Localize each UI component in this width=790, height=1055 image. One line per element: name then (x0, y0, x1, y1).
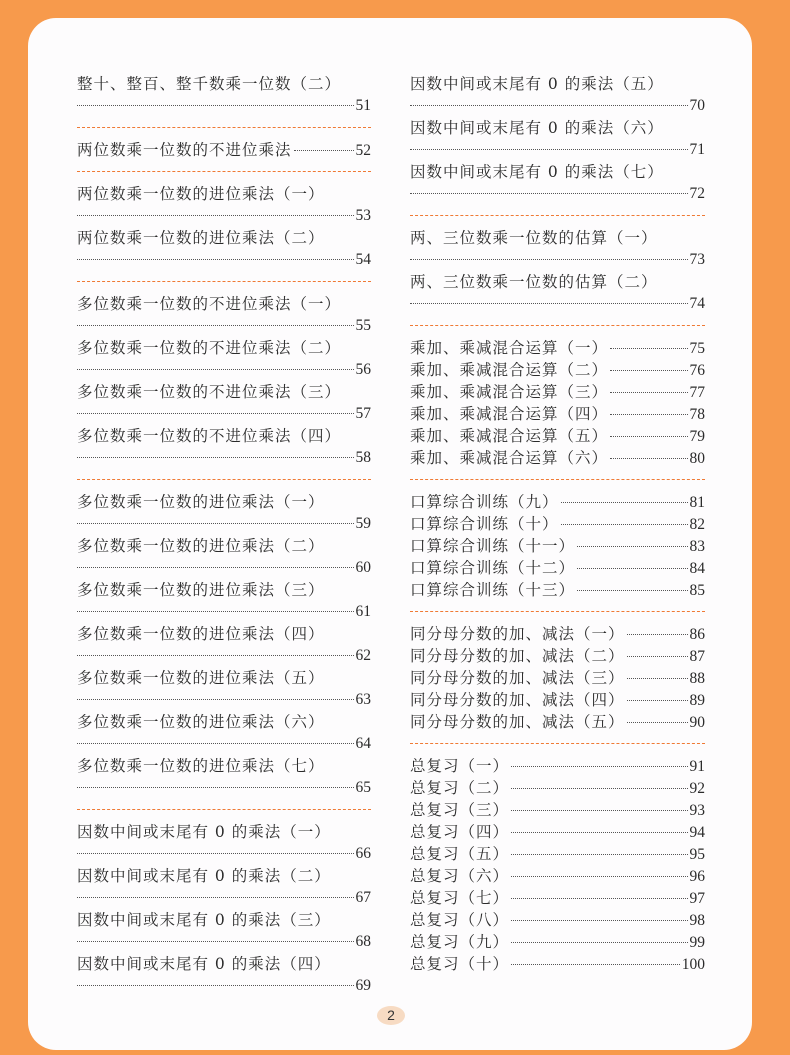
toc-entry[interactable] (77, 293, 371, 337)
entry-page-number: 51 (355, 97, 371, 114)
entry-page-number: 84 (689, 560, 705, 577)
entry-page-number: 80 (689, 450, 705, 467)
entry-page-number: 79 (689, 428, 705, 445)
section-divider (410, 469, 705, 491)
toc-entry[interactable] (77, 711, 371, 755)
entry-title-line (77, 667, 371, 689)
entry-line (410, 623, 705, 645)
entry-title: 多位数乘一位数的进位乘法（四） (77, 625, 325, 643)
dot-leader (627, 634, 688, 635)
entry-line (410, 359, 705, 381)
entry-page-number: 54 (355, 251, 371, 268)
dot-leader (610, 392, 687, 393)
entry-page-number: 97 (689, 890, 705, 907)
dot-leader (410, 149, 688, 150)
dot-leader (627, 678, 688, 679)
dot-leader (77, 567, 354, 568)
entry-page-number: 55 (355, 317, 371, 334)
dot-leader (610, 436, 687, 437)
entry-leader-line (77, 359, 371, 381)
entry-title-line (77, 711, 371, 733)
dot-leader (77, 611, 354, 612)
toc-entry[interactable] (77, 425, 371, 469)
entry-line (410, 799, 705, 821)
dot-leader (77, 215, 354, 216)
toc-entry[interactable] (77, 183, 371, 227)
entry-title: 因数中间或末尾有 0 的乘法（五） (410, 75, 664, 93)
entry-title-line (77, 183, 371, 205)
entry-title: 两、三位数乘一位数的估算（一） (410, 229, 658, 247)
dot-leader (77, 787, 354, 788)
toc-entry[interactable] (410, 755, 705, 777)
entry-line (410, 865, 705, 887)
entry-title-line (77, 953, 371, 975)
dot-leader (77, 985, 354, 986)
entry-page-number: 75 (689, 340, 705, 357)
entry-leader-line (410, 139, 705, 161)
dot-leader (511, 832, 687, 833)
entry-title: 口算综合训练（十） (410, 515, 559, 533)
toc-entry[interactable] (410, 73, 705, 117)
entry-leader-line (77, 777, 371, 799)
entry-title-line (77, 381, 371, 403)
toc-entry[interactable] (77, 623, 371, 667)
entry-page-number: 98 (689, 912, 705, 929)
entry-title: 总复习（三） (410, 801, 510, 819)
entry-leader-line (77, 447, 371, 469)
entry-page-number: 59 (355, 515, 371, 532)
entry-title: 同分母分数的加、减法（四） (410, 691, 625, 709)
dot-leader (77, 413, 354, 414)
entry-page-number: 96 (689, 868, 705, 885)
entry-page-number: 60 (355, 559, 371, 576)
entry-title: 同分母分数的加、减法（五） (410, 713, 625, 731)
toc-entry[interactable] (410, 161, 705, 205)
toc-entry[interactable] (410, 711, 705, 733)
entry-title: 乘加、乘减混合运算（一） (410, 339, 609, 357)
entry-title-line (77, 821, 371, 843)
entry-line (410, 425, 705, 447)
entry-title-line (77, 337, 371, 359)
entry-leader-line (77, 205, 371, 227)
entry-leader-line (77, 557, 371, 579)
dot-leader (511, 810, 687, 811)
entry-title-line (77, 623, 371, 645)
entry-page-number: 67 (355, 889, 371, 906)
entry-title: 总复习（四） (410, 823, 510, 841)
entry-page-number: 53 (355, 207, 371, 224)
toc-entry[interactable] (410, 953, 705, 975)
toc-entry[interactable] (410, 535, 705, 557)
entry-page-number: 62 (355, 647, 371, 664)
entry-line (410, 821, 705, 843)
section-divider (77, 799, 371, 821)
toc-entry[interactable] (410, 799, 705, 821)
entry-page-number: 66 (355, 845, 371, 862)
toc-entry[interactable] (410, 909, 705, 931)
toc-entry[interactable] (410, 513, 705, 535)
dot-leader (410, 193, 688, 194)
entry-title: 总复习（九） (410, 933, 510, 951)
toc-entry[interactable] (77, 491, 371, 535)
section-divider (77, 161, 371, 183)
toc-column-right (410, 73, 705, 975)
entry-page-number: 74 (689, 295, 705, 312)
dot-leader (77, 941, 354, 942)
entry-page-number: 72 (689, 185, 705, 202)
dot-leader (77, 897, 354, 898)
dot-leader (77, 325, 354, 326)
entry-page-number: 73 (689, 251, 705, 268)
entry-title: 总复习（八） (410, 911, 510, 929)
dot-leader (610, 414, 687, 415)
toc-entry[interactable] (77, 755, 371, 799)
entry-page-number: 86 (689, 626, 705, 643)
entry-line (410, 337, 705, 359)
dot-leader (577, 568, 687, 569)
entry-title-line (77, 535, 371, 557)
toc-entry[interactable] (77, 381, 371, 425)
entry-line (410, 931, 705, 953)
entry-line (410, 887, 705, 909)
toc-entry[interactable] (410, 821, 705, 843)
toc-entry[interactable] (410, 623, 705, 645)
entry-page-number: 83 (689, 538, 705, 555)
dot-leader (77, 853, 354, 854)
entry-page-number: 92 (689, 780, 705, 797)
entry-title-line (77, 73, 371, 95)
entry-page-number: 71 (689, 141, 705, 158)
dot-leader (410, 303, 688, 304)
entry-leader-line (77, 733, 371, 755)
entry-leader-line (77, 249, 371, 271)
entry-leader-line (77, 95, 371, 117)
toc-entry[interactable] (410, 227, 705, 271)
toc-entry[interactable] (410, 579, 705, 601)
entry-title-line (410, 161, 705, 183)
entry-line (410, 689, 705, 711)
entry-leader-line (410, 293, 705, 315)
toc-entry[interactable] (77, 73, 371, 117)
entry-title: 乘加、乘减混合运算（四） (410, 405, 609, 423)
entry-page-number: 63 (355, 691, 371, 708)
entry-page-number: 81 (689, 494, 705, 511)
entry-title: 总复习（二） (410, 779, 510, 797)
toc-entry[interactable] (77, 865, 371, 909)
entry-page-number: 56 (355, 361, 371, 378)
entry-leader-line (77, 931, 371, 953)
entry-title: 多位数乘一位数的不进位乘法（二） (77, 339, 342, 357)
entry-title: 因数中间或末尾有 0 的乘法（三） (77, 911, 331, 929)
dot-leader (511, 964, 680, 965)
dot-leader (561, 524, 688, 525)
toc-entry[interactable] (77, 909, 371, 953)
entry-title: 两位数乘一位数的进位乘法（二） (77, 229, 325, 247)
entry-title: 因数中间或末尾有 0 的乘法（一） (77, 823, 331, 841)
entry-page-number: 94 (689, 824, 705, 841)
toc-entry[interactable] (77, 535, 371, 579)
entry-title: 两位数乘一位数的不进位乘法 (77, 141, 292, 159)
toc-entry[interactable] (410, 865, 705, 887)
entry-title: 乘加、乘减混合运算（五） (410, 427, 609, 445)
entry-title-line (77, 755, 371, 777)
toc-entry[interactable] (410, 117, 705, 161)
dot-leader (610, 348, 687, 349)
entry-title: 口算综合训练（十二） (410, 559, 576, 577)
dot-leader (577, 546, 687, 547)
dot-leader (511, 942, 687, 943)
entry-page-number: 82 (689, 516, 705, 533)
entry-title-line (410, 117, 705, 139)
dot-leader (627, 656, 688, 657)
entry-title-line (410, 271, 705, 293)
entry-page-number: 91 (689, 758, 705, 775)
dot-leader (77, 743, 354, 744)
toc-entry[interactable] (77, 337, 371, 381)
entry-page-number: 89 (689, 692, 705, 709)
toc-entry[interactable] (410, 359, 705, 381)
entry-leader-line (77, 315, 371, 337)
entry-title: 多位数乘一位数的进位乘法（二） (77, 537, 325, 555)
entry-title: 乘加、乘减混合运算（六） (410, 449, 609, 467)
entry-title: 多位数乘一位数的进位乘法（六） (77, 713, 325, 731)
entry-title: 总复习（六） (410, 867, 510, 885)
entry-title: 两、三位数乘一位数的估算（二） (410, 273, 658, 291)
entry-leader-line (77, 513, 371, 535)
entry-page-number: 88 (689, 670, 705, 687)
entry-line (410, 535, 705, 557)
dot-leader (511, 920, 687, 921)
section-divider (410, 205, 705, 227)
entry-line (410, 579, 705, 601)
dot-leader (77, 369, 354, 370)
entry-title: 因数中间或末尾有 0 的乘法（七） (410, 163, 664, 181)
entry-line (410, 381, 705, 403)
entry-title-line (77, 491, 371, 513)
dot-leader (77, 105, 354, 106)
entry-line (410, 645, 705, 667)
entry-leader-line (410, 95, 705, 117)
entry-title: 多位数乘一位数的进位乘法（五） (77, 669, 325, 687)
entry-line (410, 755, 705, 777)
entry-line (410, 777, 705, 799)
entry-title: 口算综合训练（九） (410, 493, 559, 511)
toc-entry[interactable] (410, 271, 705, 315)
section-divider (410, 733, 705, 755)
dot-leader (294, 150, 354, 151)
toc-column-left (77, 73, 371, 997)
entry-title: 因数中间或末尾有 0 的乘法（二） (77, 867, 331, 885)
entry-title: 乘加、乘减混合运算（三） (410, 383, 609, 401)
entry-leader-line (410, 249, 705, 271)
entry-page-number: 64 (355, 735, 371, 752)
entry-title: 总复习（十） (410, 955, 510, 973)
dot-leader (610, 458, 687, 459)
toc-entry[interactable] (77, 821, 371, 865)
entry-title: 总复习（七） (410, 889, 510, 907)
entry-leader-line (77, 887, 371, 909)
section-divider (410, 601, 705, 623)
entry-title: 多位数乘一位数的进位乘法（三） (77, 581, 325, 599)
entry-title: 总复习（一） (410, 757, 510, 775)
entry-title: 因数中间或末尾有 0 的乘法（四） (77, 955, 331, 973)
entry-line (410, 953, 705, 975)
entry-line (410, 909, 705, 931)
dot-leader (77, 655, 354, 656)
entry-leader-line (410, 183, 705, 205)
entry-title: 多位数乘一位数的不进位乘法（四） (77, 427, 342, 445)
entry-title-line (77, 227, 371, 249)
entry-title-line (77, 293, 371, 315)
toc-entry[interactable] (77, 139, 371, 161)
dot-leader (410, 105, 688, 106)
entry-line (410, 447, 705, 469)
entry-line (410, 667, 705, 689)
dot-leader (627, 700, 688, 701)
toc-entry[interactable] (410, 557, 705, 579)
toc-entry[interactable] (410, 689, 705, 711)
entry-page-number: 100 (681, 956, 705, 973)
section-divider (410, 315, 705, 337)
toc-entry[interactable] (410, 645, 705, 667)
dot-leader (561, 502, 688, 503)
dot-leader (511, 788, 687, 789)
entry-page-number: 95 (689, 846, 705, 863)
entry-title: 多位数乘一位数的进位乘法（一） (77, 493, 325, 511)
entry-page-number: 93 (689, 802, 705, 819)
entry-page-number: 69 (355, 977, 371, 994)
entry-page-number: 90 (689, 714, 705, 731)
toc-entry[interactable] (77, 953, 371, 997)
dot-leader (77, 699, 354, 700)
toc-entry[interactable] (410, 777, 705, 799)
section-divider (77, 271, 371, 293)
entry-title: 多位数乘一位数的进位乘法（七） (77, 757, 325, 775)
dot-leader (511, 876, 687, 877)
entry-leader-line (77, 843, 371, 865)
entry-line (410, 843, 705, 865)
dot-leader (77, 457, 354, 458)
entry-page-number: 65 (355, 779, 371, 796)
toc-entry[interactable] (410, 425, 705, 447)
toc-entry[interactable] (410, 403, 705, 425)
entry-title: 多位数乘一位数的不进位乘法（一） (77, 295, 342, 313)
entry-line (77, 139, 371, 161)
dot-leader (77, 259, 354, 260)
toc-entry[interactable] (410, 887, 705, 909)
toc-entry[interactable] (77, 667, 371, 711)
entry-page-number: 57 (355, 405, 371, 422)
entry-title: 因数中间或末尾有 0 的乘法（六） (410, 119, 664, 137)
toc-entry[interactable] (77, 579, 371, 623)
entry-title: 整十、整百、整千数乘一位数（二） (77, 75, 342, 93)
toc-entry[interactable] (410, 337, 705, 359)
entry-title: 多位数乘一位数的不进位乘法（三） (77, 383, 342, 401)
entry-title-line (77, 909, 371, 931)
toc-entry[interactable] (410, 447, 705, 469)
entry-title: 同分母分数的加、减法（二） (410, 647, 625, 665)
entry-title: 总复习（五） (410, 845, 510, 863)
entry-line (410, 513, 705, 535)
dot-leader (511, 898, 687, 899)
entry-page-number: 99 (689, 934, 705, 951)
toc-entry[interactable] (77, 227, 371, 271)
entry-page-number: 61 (355, 603, 371, 620)
entry-line (410, 557, 705, 579)
entry-title: 同分母分数的加、减法（三） (410, 669, 625, 687)
toc-entry[interactable] (410, 931, 705, 953)
entry-page-number: 68 (355, 933, 371, 950)
entry-page-number: 85 (689, 582, 705, 599)
page-number-badge: 2 (377, 1006, 405, 1025)
entry-line (410, 711, 705, 733)
entry-leader-line (77, 601, 371, 623)
dot-leader (610, 370, 687, 371)
entry-title: 同分母分数的加、减法（一） (410, 625, 625, 643)
entry-title: 口算综合训练（十一） (410, 537, 576, 555)
dot-leader (77, 523, 354, 524)
entry-title: 两位数乘一位数的进位乘法（一） (77, 185, 325, 203)
dot-leader (627, 722, 688, 723)
entry-page-number: 52 (355, 142, 371, 159)
dot-leader (577, 590, 687, 591)
entry-page-number: 77 (689, 384, 705, 401)
entry-title: 口算综合训练（十三） (410, 581, 576, 599)
entry-title-line (410, 227, 705, 249)
dot-leader (511, 854, 687, 855)
toc-entry[interactable] (410, 381, 705, 403)
entry-page-number: 58 (355, 449, 371, 466)
dot-leader (410, 259, 688, 260)
toc-entry[interactable] (410, 843, 705, 865)
toc-entry[interactable] (410, 491, 705, 513)
section-divider (77, 117, 371, 139)
toc-entry[interactable] (410, 667, 705, 689)
dot-leader (511, 766, 687, 767)
entry-line (410, 491, 705, 513)
entry-leader-line (77, 645, 371, 667)
entry-title-line (77, 425, 371, 447)
entry-line (410, 403, 705, 425)
section-divider (77, 469, 371, 491)
entry-title: 乘加、乘减混合运算（二） (410, 361, 609, 379)
entry-page-number: 76 (689, 362, 705, 379)
entry-page-number: 87 (689, 648, 705, 665)
entry-leader-line (77, 403, 371, 425)
entry-leader-line (77, 975, 371, 997)
entry-page-number: 70 (689, 97, 705, 114)
entry-title-line (77, 865, 371, 887)
entry-title-line (410, 73, 705, 95)
entry-leader-line (77, 689, 371, 711)
entry-title-line (77, 579, 371, 601)
entry-page-number: 78 (689, 406, 705, 423)
